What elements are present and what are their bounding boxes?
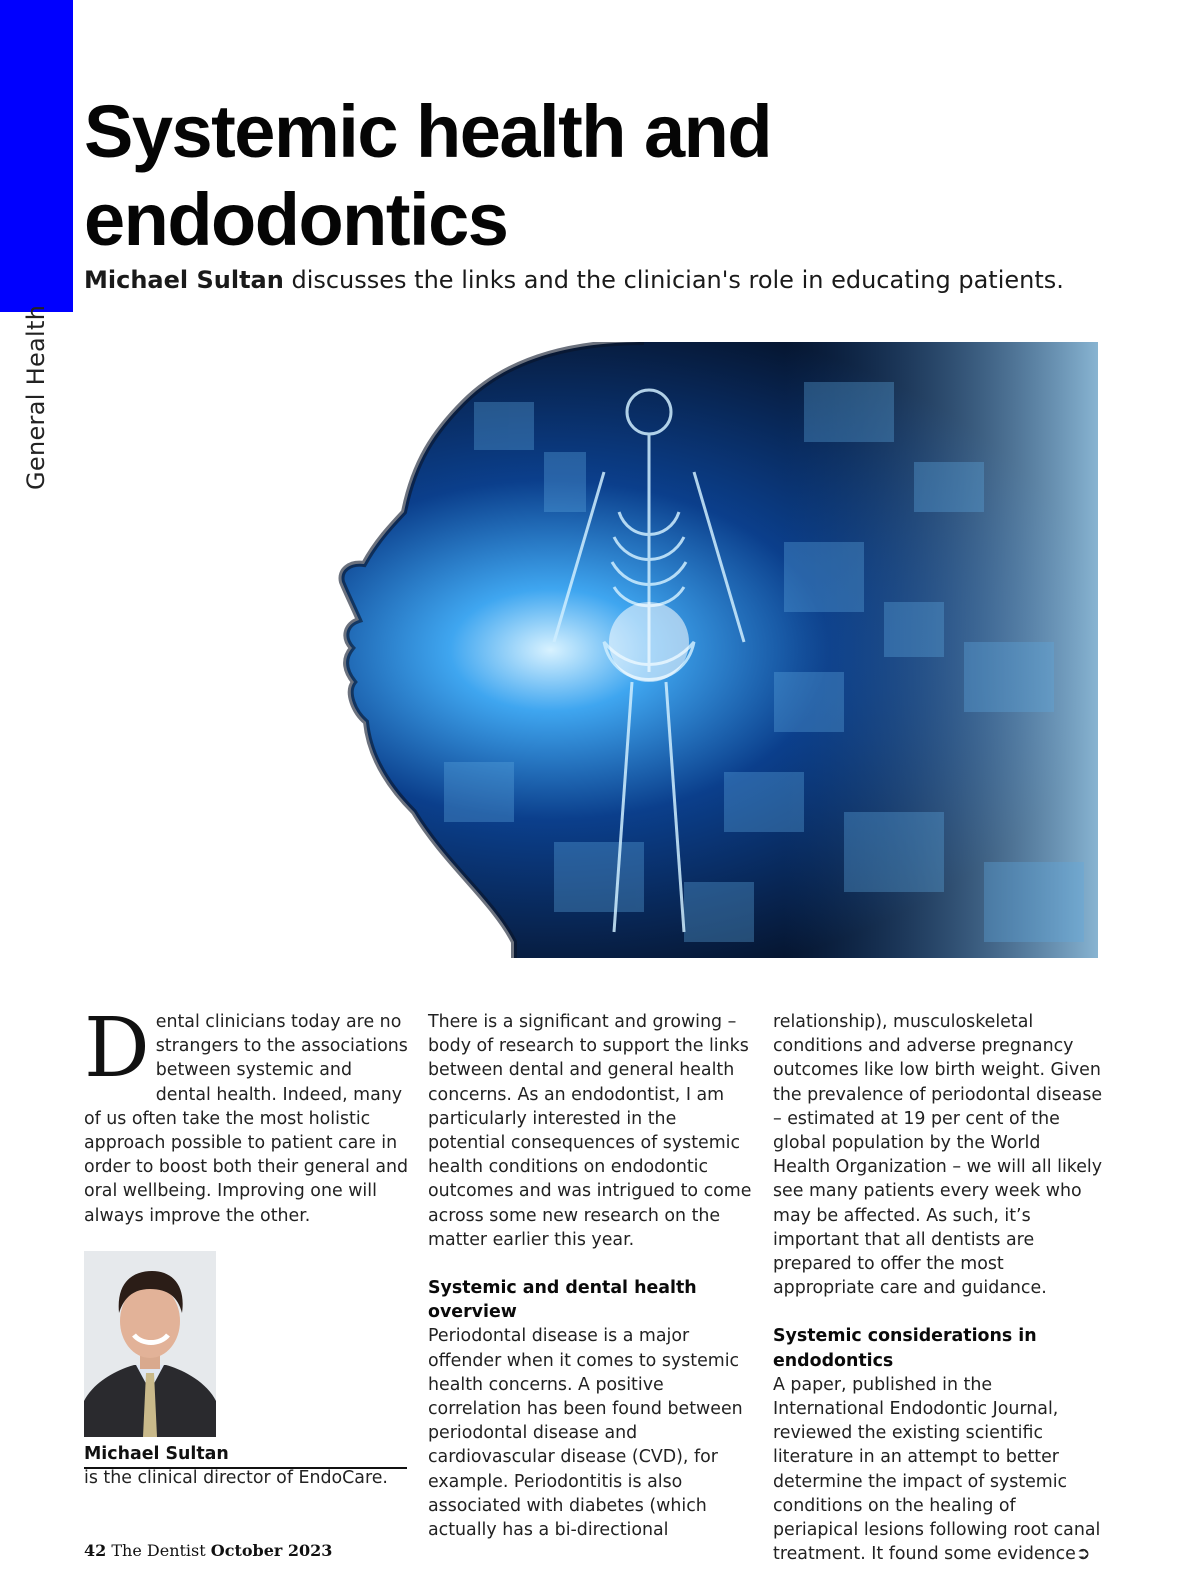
paragraph: There is a significant and growing – body of research to support the links between dental and general health concerns. As an endodontist, I am particularly interested in the potential consequences of systemic health conditions on endodontic outcomes and was intrigued to come across some new research on the matter earlier this year.	[428, 1012, 752, 1250]
body-column-2	[428, 1010, 758, 1542]
body-column-1	[84, 1001, 410, 1228]
page-footer	[84, 1541, 332, 1560]
publication-name: The Dentist	[111, 1541, 206, 1560]
paragraph: relationship), musculoskeletal conditions and adverse pregnancy outcomes like low birth weight. Given the prevalence of periodontal disease – estimated at 19 per cent of the global population by the World Health Organization – we will all likely see many patients every week who may be affected. As such, it’s important that all dentists are prepared to offer the most appropriate care and guidance.	[773, 1012, 1103, 1299]
article-standfirst	[84, 264, 1144, 296]
paragraph-text: A paper, published in the International Endodontic Journal, reviewed the existing scientific literature in an attempt to better determine the impact of systemic conditions on the healing of periapical lesions following root canal treatment. It found some evidence	[773, 1374, 1101, 1565]
issue-date: October 2023	[210, 1541, 333, 1560]
author-name: Michael Sultan	[84, 1442, 407, 1469]
standfirst-author: Michael Sultan	[84, 266, 284, 294]
page-number: 42	[84, 1541, 107, 1560]
standfirst-text: discusses the links and the clinician's role in educating patients.	[283, 266, 1064, 294]
section-label: General Health	[22, 304, 50, 490]
body-column-3	[773, 1010, 1103, 1566]
subheading: Systemic and dental health overview	[428, 1278, 697, 1323]
paragraph	[773, 1373, 1103, 1567]
author-bio: is the clinical director of EndoCare.	[84, 1468, 388, 1488]
hero-image	[84, 342, 1098, 958]
section-color-bar	[0, 0, 73, 312]
subheading: Systemic considerations in endodontics	[773, 1326, 1037, 1371]
continue-arrow-icon: ➲	[1075, 1544, 1091, 1565]
head-silhouette-illustration	[84, 342, 1098, 958]
paragraph: Periodontal disease is a major offender when it comes to systemic health concerns. A positive correlation has been found between periodontal disease and cardiovascular disease (CVD), for example. Periodontitis is also associated with diabetes (which actually has a bi-directional	[428, 1326, 743, 1541]
drop-cap: D	[84, 1001, 150, 1096]
article-title: Systemic health and endodontics	[84, 90, 772, 261]
paragraph: ental clinicians today are no strangers to the associations between systemic and dental health. Indeed, many of us often take the most holistic approach possible to patient care in order to boost both their general and oral wellbeing. Improving one will always improve the other.	[84, 1012, 409, 1226]
author-photo	[84, 1251, 216, 1437]
author-portrait	[84, 1251, 216, 1437]
